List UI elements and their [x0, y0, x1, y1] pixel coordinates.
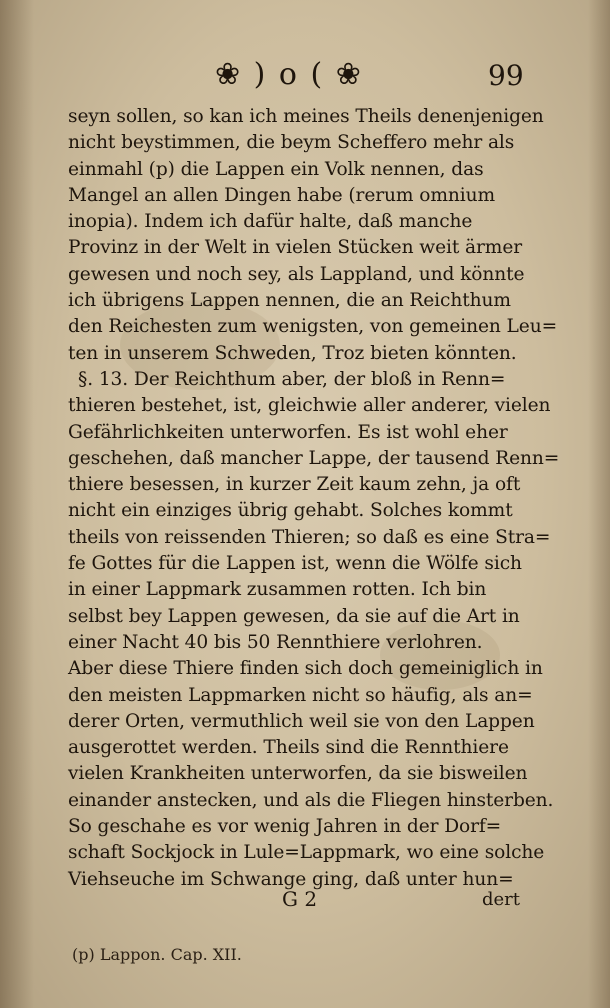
text-line: ten in unserem Schweden, Troz bieten könnten. [68, 342, 517, 364]
text-line: Mangel an allen Dingen habe (rerum omnium [68, 184, 496, 206]
catchline [0, 887, 610, 917]
text-line: Provinz in der Welt in vielen Stücken weit ärmer [68, 237, 523, 259]
text-line: nicht ein einziges übrig gehabt. Solches kommt [68, 500, 513, 522]
text-line: geschehen, daß mancher Lappe, der tausend Renn= [68, 447, 560, 469]
text-line: Gefährlichkeiten unterworfen. Es ist wohl eher [68, 421, 508, 443]
text-line: derer Orten, vermuthlich weil sie von den Lappen [68, 710, 535, 732]
text-line: fe Gottes für die Lappen ist, wenn die Wölfe sich [68, 553, 522, 575]
body-text [68, 104, 560, 893]
text-line: inopia). Indem ich dafür halte, daß manche [68, 211, 473, 233]
text-line: schaft Sockjock in Lule=Lappmark, wo eine solche [68, 842, 545, 864]
text-line: ich übrigens Lappen nennen, die an Reichthum [68, 290, 511, 312]
text-line: selbst bey Lappen gewesen, da sie auf die Art in [68, 605, 520, 627]
signature-mark: G 2 [282, 887, 318, 911]
catchword: dert [482, 889, 521, 910]
text-line: in einer Lappmark zusammen rotten. Ich bin [68, 579, 487, 601]
header-ornament: ❀ ) o ( ❀ [215, 57, 363, 92]
text-line: seyn sollen, so kan ich meines Theils denenjenigen [68, 106, 544, 127]
text-line: ausgerottet werden. Theils sind die Rennthiere [68, 737, 509, 759]
page-edge-shadow-right [588, 0, 610, 1008]
page-edge-shadow-left [0, 0, 34, 1008]
text-line: gewesen und noch sey, als Lappland, und könnte [68, 263, 525, 285]
footnote: (p) Lappon. Cap. XII. [72, 945, 242, 964]
page-header [0, 55, 610, 95]
page-number: 99 [488, 59, 524, 92]
text-line: thiere besessen, in kurzer Zeit kaum zehn, ja oft [68, 474, 521, 496]
text-line: thieren bestehet, ist, gleichwie aller anderer, vielen [68, 395, 551, 417]
text-line: theils von reissenden Thieren; so daß es eine Stra= [68, 526, 551, 548]
text-line: vielen Krankheiten unterworfen, da sie bisweilen [68, 763, 528, 785]
text-line: nicht beystimmen, die beym Scheffero mehr als [68, 132, 515, 154]
text-line: Aber diese Thiere finden sich doch gemeiniglich in [68, 658, 543, 680]
text-line: So geschahe es vor wenig Jahren in der Dorf= [68, 816, 502, 838]
text-line: einer Nacht 40 bis 50 Rennthiere verlohren. [68, 631, 483, 653]
text-line: einmahl (p) die Lappen ein Volk nennen, das [68, 158, 484, 180]
section-start-line: §. 13. Der Reichthum aber, der bloß in Renn= [78, 368, 506, 390]
text-line: den meisten Lappmarken nicht so häufig, als an= [68, 684, 533, 706]
text-line: einander anstecken, und als die Fliegen hinsterben. [68, 789, 554, 811]
text-line: den Reichesten zum wenigsten, von gemeinen Leu= [68, 316, 558, 338]
text-line: Viehseuche im Schwange ging, daß unter hun= [68, 868, 514, 890]
